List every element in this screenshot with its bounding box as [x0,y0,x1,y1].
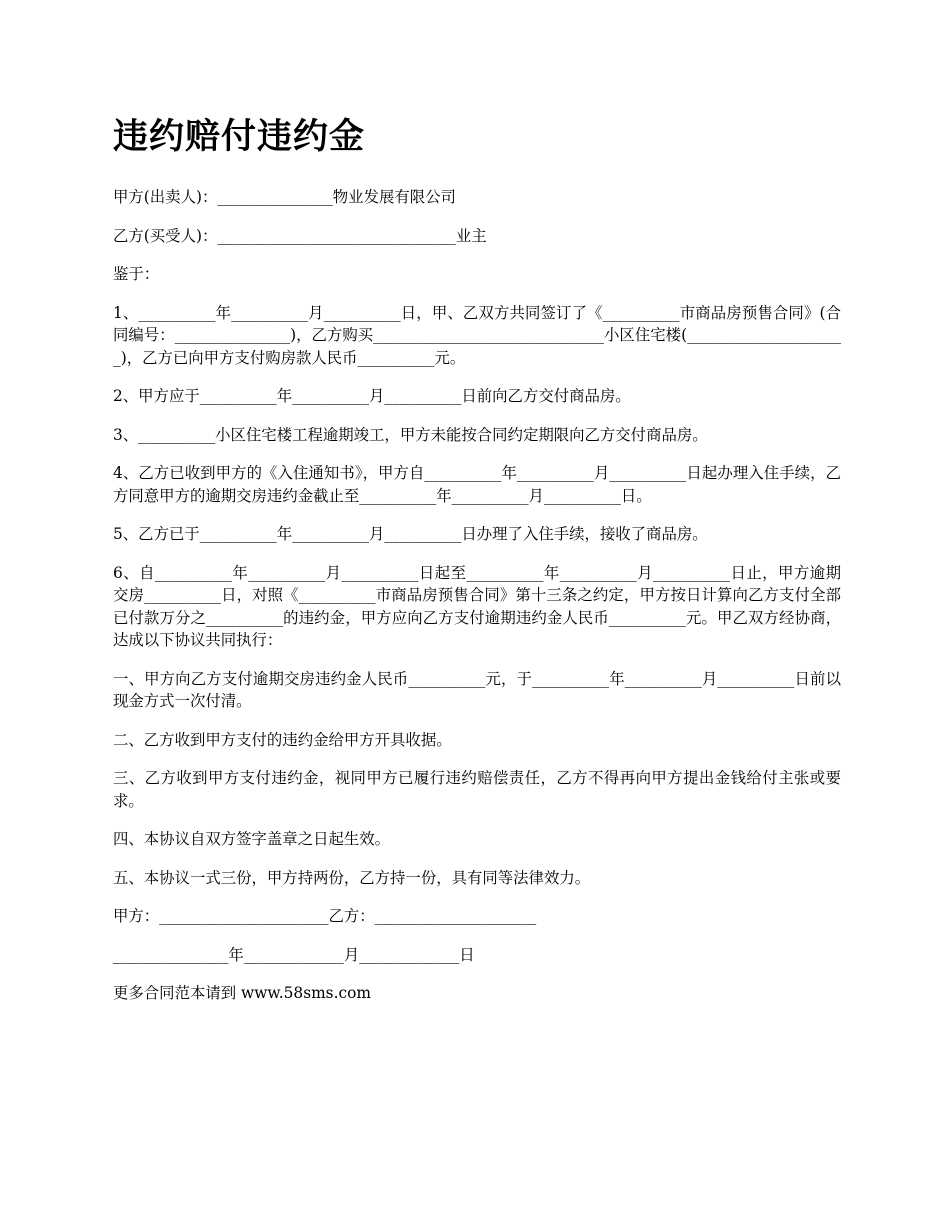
agreement-1: 一、甲方向乙方支付逾期交房违约金人民币__________元，于__________年__________月__________日前以现金方式一次付清。 [113,669,841,710]
clause-2: 2、甲方应于__________年__________月__________日前向乙方交付商品房。 [113,387,631,405]
clause-6: 6、自__________年__________月__________日起至__________年__________月__________日止，甲方逾期交房__________日，对照《__________市商品房预售合同》第十三条之约定，甲方按日计算向乙方支付全部已付款万分之__________的违约金，甲方应向乙方支付逾期违约金人民币__________元。甲乙双方经协商，达成以下协议共同执行： [113,563,841,649]
signature-line: 甲方：______________________乙方：_____________________ [113,907,537,925]
agreement-3: 三、乙方收到甲方支付违约金，视同甲方已履行违约赔偿责任，乙方不得再向甲方提出金钱给付主张或要求。 [113,769,841,810]
clause-1: 1、__________年__________月__________日，甲、乙双方共同签订了《__________市商品房预售合同》(合同编号：_______________)，乙方购买______________________________小区住宅楼(_____________________)，乙方已向甲方支付购房款人民币__________元。 [113,303,841,367]
agreement-5: 五、本协议一式三份，甲方持两份，乙方持一份，具有同等法律效力。 [113,868,591,887]
party-a-line: 甲方(出卖人)：_______________物业发展有限公司 [113,188,456,206]
document-title: 违约赔付违约金 [113,116,366,157]
agreement-2: 二、乙方收到甲方支付的违约金给甲方开具收据。 [113,730,452,749]
agreement-4: 四、本协议自双方签字盖章之日起生效。 [113,830,391,848]
clause-3: 3、__________小区住宅楼工程逾期竣工，甲方未能按合同约定期限向乙方交付商品房。 [113,425,708,444]
clause-4: 4、乙方已收到甲方的《入住通知书》，甲方自__________年__________月__________日起办理入住手续，乙方同意甲方的逾期交房违约金截止至__________年__________月__________日。 [113,464,841,505]
party-b-line: 乙方(买受人)：_______________________________业主 [113,226,487,245]
document-page [113,112,841,1021]
footer-link-text: 更多合同范本请到 www.58sms.com [113,984,371,1002]
date-line: _______________年_____________月_____________日 [113,945,475,964]
whereas-heading: 鉴于： [113,265,160,283]
clause-5: 5、乙方已于__________年__________月__________日办理了入住手续，接收了商品房。 [113,525,708,543]
